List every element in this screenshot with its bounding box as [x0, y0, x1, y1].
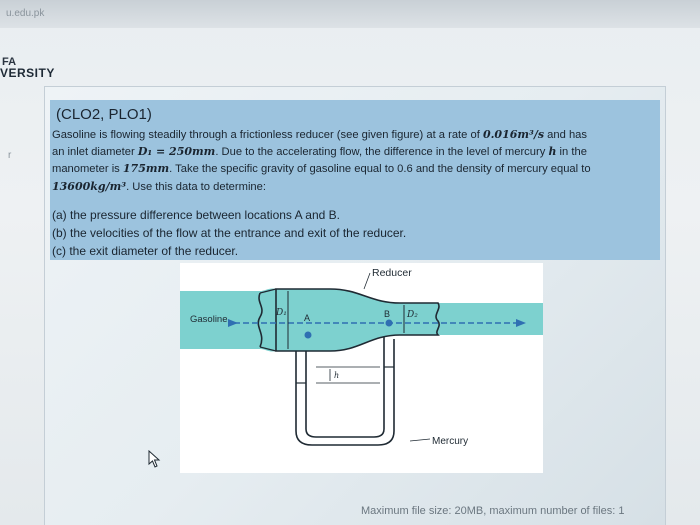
question-line-3: manometer is 175mm. Take the specific gravity of gasoline equal to 0.6 and the density of mercury equal to [52, 162, 591, 175]
point-a-marker [305, 332, 312, 339]
question-title: (CLO2, PLO1) [56, 106, 152, 123]
file-size-note: Maximum file size: 20MB, maximum number of files: 1 [361, 505, 625, 517]
label-d2: D₂ [407, 310, 418, 320]
label-a: A [304, 313, 311, 323]
flow-rate-value: 0.016m³/s [482, 128, 545, 141]
question-part-b: (b) the velocities of the flow at the entrance and exit of the reducer. [52, 226, 407, 240]
question-line-4: 13600kg/m³. Use this data to determine: [52, 180, 266, 193]
side-mark: r [8, 150, 12, 161]
label-d1: D₁ [276, 308, 287, 318]
h-symbol: h [548, 145, 557, 158]
reducer-figure [180, 263, 543, 473]
mouse-cursor-icon [148, 450, 162, 468]
label-h: h [334, 371, 340, 380]
inlet-diameter-value: D₁ = 250mm [137, 145, 216, 158]
question-line-2: an inlet diameter D₁ = 250mm. Due to the accelerating flow, the difference in the level of mercury h in the [52, 145, 587, 158]
logo-line-1: FA [2, 56, 17, 68]
university-logo [0, 56, 80, 86]
browser-top-bar [0, 0, 700, 28]
label-reducer: Reducer [372, 267, 412, 279]
manometer-value: 175mm [122, 162, 170, 175]
question-part-c: (c) the exit diameter of the reducer. [52, 244, 239, 258]
label-gasoline: Gasoline [190, 314, 228, 325]
label-b: B [384, 309, 391, 319]
question-part-a: (a) the pressure difference between locations A and B. [52, 208, 340, 222]
point-b-marker [386, 320, 393, 327]
logo-line-2: VERSITY [0, 66, 55, 80]
question-line-1: Gasoline is flowing steadily through a frictionless reducer (see given figure) at a rate of 0.016m³/s and has [52, 128, 587, 141]
mercury-density-value: 13600kg/m³ [52, 180, 127, 193]
site-url-fragment: u.edu.pk [6, 8, 45, 19]
label-mercury: Mercury [432, 436, 469, 447]
outlet-flow-region [442, 303, 543, 335]
